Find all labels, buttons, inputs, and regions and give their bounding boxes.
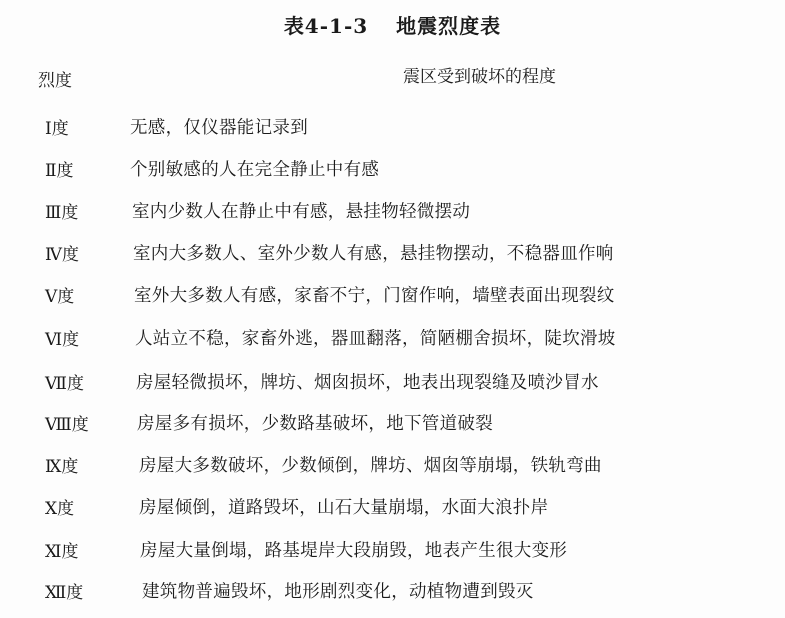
intensity-level: Ⅶ度 bbox=[45, 374, 84, 394]
table-row bbox=[0, 537, 785, 577]
intensity-level: Ⅵ度 bbox=[45, 330, 80, 350]
table-row bbox=[0, 578, 785, 618]
table-row bbox=[0, 156, 785, 196]
damage-description: 房屋大多数破坏，少数倾倒，牌坊、烟囱等崩塌，铁轨弯曲 bbox=[139, 456, 602, 476]
table-row bbox=[0, 325, 785, 365]
intensity-level: Ⅲ度 bbox=[45, 203, 79, 223]
intensity-level: Ⅸ度 bbox=[45, 457, 79, 477]
table-row bbox=[0, 114, 785, 154]
damage-description: 房屋轻微损坏，牌坊、烟囱损坏，地表出现裂缝及喷沙冒水 bbox=[136, 373, 599, 393]
damage-description: 室内大多数人、室外少数人有感，悬挂物摆动，不稳器皿作响 bbox=[133, 244, 614, 264]
table-code: 表4-1-3 bbox=[283, 14, 369, 38]
table-row bbox=[0, 240, 785, 280]
table-row bbox=[0, 452, 785, 492]
damage-description: 无感，仅仪器能记录到 bbox=[130, 118, 308, 138]
intensity-level: Ⅴ度 bbox=[45, 287, 75, 307]
intensity-level: Ⅺ度 bbox=[45, 542, 79, 562]
damage-description: 房屋大量倒塌，路基堤岸大段崩毁，地表产生很大变形 bbox=[140, 541, 568, 561]
table-row bbox=[0, 494, 785, 534]
table-row bbox=[0, 369, 785, 409]
table-row bbox=[0, 410, 785, 450]
damage-description: 房屋倾倒，道路毁坏，山石大量崩塌，水面大浪扑岸 bbox=[139, 498, 549, 518]
intensity-level: Ⅹ度 bbox=[45, 499, 75, 519]
damage-description: 建筑物普遍毁坏，地形剧烈变化，动植物遭到毁灭 bbox=[142, 582, 534, 602]
table-row bbox=[0, 282, 785, 322]
table-name: 地震烈度表 bbox=[396, 14, 502, 38]
damage-description: 房屋多有损坏，少数路基破坏，地下管道破裂 bbox=[137, 414, 493, 434]
damage-description: 人站立不稳，家畜外逃，器皿翻落，简陋棚舍损坏，陡坎滑坡 bbox=[135, 329, 616, 349]
damage-description: 室内少数人在静止中有感，悬挂物轻微摆动 bbox=[132, 202, 471, 222]
intensity-level: Ⅳ度 bbox=[45, 245, 79, 265]
intensity-level: Ⅷ度 bbox=[45, 415, 89, 435]
header-description: 震区受到破坏的程度 bbox=[403, 67, 556, 87]
table-row bbox=[0, 198, 785, 238]
damage-description: 室外大多数人有感，家畜不宁，门窗作响，墙壁表面出现裂纹 bbox=[134, 286, 615, 306]
table-title bbox=[0, 10, 785, 39]
header-intensity: 烈度 bbox=[38, 71, 72, 91]
intensity-level: Ⅻ度 bbox=[45, 583, 84, 603]
intensity-level: Ⅰ度 bbox=[45, 119, 69, 139]
damage-description: 个别敏感的人在完全静止中有感 bbox=[130, 160, 380, 180]
intensity-level: Ⅱ度 bbox=[45, 161, 74, 181]
